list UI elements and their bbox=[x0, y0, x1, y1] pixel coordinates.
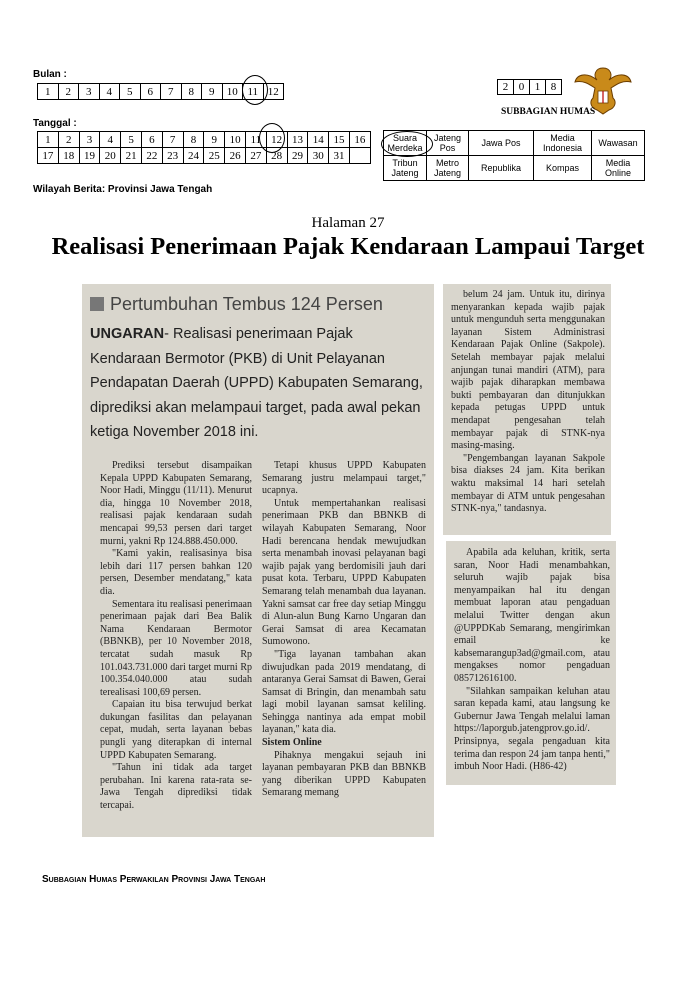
grid-cell: 16 bbox=[349, 132, 370, 148]
grid-cell: 21 bbox=[121, 148, 142, 164]
wilayah-berita: Wilayah Berita: Provinsi Jawa Tengah bbox=[33, 184, 213, 195]
paragraph: Tetapi khusus UPPD Kabupaten Semarang justru melampaui target," ucapnya. bbox=[262, 460, 426, 497]
grid-cell: Media Indonesia bbox=[534, 131, 592, 156]
grid-cell bbox=[349, 148, 370, 164]
paragraph: Sementara itu realisasi penerimaan penerimaan pajak dari Bea Balik Nama Kendaraan Bermotor (BBNKB), per 10 November 2018, tercatat sudah masuk Rp 101.043.731.000 dari target murni Rp 100.354.040.000 atau sudah terealisasi 100,69 persen. bbox=[100, 598, 252, 698]
paragraph: Untuk mempertahankan realisasi penerimaan PKB dan BBNKB di wilayah Kabupaten Semarang, Noor Hadi berencana hendak mewujudkan serta menambah inovasi pelayanan bagi wajib pajak yang berdomisili jauh dari pusat kota. Terbaru, UPPD Kabupaten Semarang telah menambah dua layanan. Yakni samsat car free day setiap Minggu di Alun-alun Bung Karno Ungaran dan Gerai Samsat di area Kecamatan Sumowono. bbox=[262, 497, 426, 648]
subhead-square-icon bbox=[90, 297, 104, 311]
tanggal-label: Tanggal : bbox=[33, 118, 77, 129]
grid-cell: 20 bbox=[100, 148, 121, 164]
article-column-3a bbox=[451, 289, 605, 516]
tanggal-selection-circle bbox=[259, 123, 285, 153]
grid-cell: 5 bbox=[121, 132, 142, 148]
grid-cell: 29 bbox=[287, 148, 308, 164]
grid-cell: 8 bbox=[546, 80, 562, 95]
grid-cell: 12 bbox=[263, 84, 284, 100]
paragraph: Apabila ada keluhan, kritik, serta saran, Noor Hadi menambahkan, seluruh wajib pajak bisa menyampaikan hal itu dengan membuat laporan atau pengaduan melalui Twitter dengan akun @UPPDKab Semarang, mengirimkan email ke kabsemarangup3ad@gmail.com, atau mengakses nomor pengaduan 085712616100. bbox=[454, 547, 610, 684]
media-selection-circle bbox=[381, 131, 433, 157]
paragraph: Prediksi tersebut disampaikan Kepala UPPD Kabupaten Semarang, Noor Hadi, Minggu (11/11). Menurut dia, hingga 10 November 2018, realisasi pajak kendaraan sudah mencapai 99,53 persen dari target murni, yakni Rp 124.888.450.000. bbox=[100, 460, 252, 547]
grid-cell: 18 bbox=[58, 148, 79, 164]
paragraph: "Tiga layanan tambahan akan diwujudkan pada 2019 mendatang, di antaranya Gerai Samsat di Bawen, Gerai Samsat di Bringin, dan menambah satu lagi mobil layanan samsat keliling. Sehingga nantinya ada empat mobil layanan," kata dia. bbox=[262, 648, 426, 736]
grid-cell: 22 bbox=[141, 148, 162, 164]
grid-cell: Suara Merdeka bbox=[384, 131, 427, 156]
grid-cell: Republika bbox=[469, 156, 534, 181]
paragraph: Capaian itu bisa terwujud berkat dukungan fasilitas dan pelayanan cepat, mudah, serta layanan bebas pungli yang diterapkan di internal UPPD Kabupaten Semarang. bbox=[100, 699, 252, 761]
grid-cell: 19 bbox=[79, 148, 100, 164]
grid-cell: 31 bbox=[329, 148, 350, 164]
grid-cell: 4 bbox=[99, 84, 120, 100]
grid-cell: 30 bbox=[308, 148, 329, 164]
headline: Realisasi Penerimaan Pajak Kendaraan Lampaui Target bbox=[51, 233, 645, 260]
grid-cell: Jawa Pos bbox=[469, 131, 534, 156]
grid-cell: 7 bbox=[161, 84, 182, 100]
page-number: Halaman 27 bbox=[311, 215, 385, 231]
grid-cell: 25 bbox=[204, 148, 225, 164]
grid-cell: 26 bbox=[225, 148, 246, 164]
grid-cell: 4 bbox=[100, 132, 121, 148]
article-column-3b bbox=[454, 547, 610, 774]
grid-cell: 3 bbox=[79, 132, 100, 148]
paragraph: "Tahun ini tidak ada target perubahan. Ini karena rata-rata se-Jawa Tengah diprediksi tidak tercapai. bbox=[100, 762, 252, 812]
grid-cell: Jateng Pos bbox=[427, 131, 469, 156]
lead-text: - Realisasi penerimaan Pajak Kendaraan Bermotor (PKB) di Unit Pelayanan Pendapatan Daerah (UPPD) Kabupaten Semarang, diprediksi akan melampaui target, pada awal pekan ketiga November 2018 ini. bbox=[90, 326, 423, 440]
grid-cell: 12 bbox=[266, 132, 287, 148]
subbagian-humas-label: SUBBAGIAN HUMAS bbox=[501, 107, 596, 117]
grid-cell: 23 bbox=[162, 148, 183, 164]
paragraph: "Silahkan sampaikan keluhan atau saran kepada kami, atau langsung ke Gubernur Jawa Tengah melalui laman https://laporgub.jatengprov.go.id/. Prinsipnya, segala pengaduan kita terima dan respon 24 jam tanpa henti," imbuh Noor Hadi. (H86-42) bbox=[454, 685, 610, 773]
grid-cell: 11 bbox=[243, 84, 264, 100]
grid-cell: Media Online bbox=[592, 156, 645, 181]
grid-cell: 13 bbox=[287, 132, 308, 148]
article-column-2 bbox=[262, 460, 426, 800]
grid-cell: 5 bbox=[120, 84, 141, 100]
clipping-subhead bbox=[90, 294, 383, 315]
article-column-1 bbox=[100, 460, 252, 813]
section-heading-sistem-online: Sistem Online bbox=[262, 737, 322, 749]
grid-cell: 14 bbox=[308, 132, 329, 148]
grid-cell: Kompas bbox=[534, 156, 592, 181]
footer-office: Subbagian Humas Perwakilan Provinsi Jawa Tengah bbox=[42, 874, 266, 885]
news-clipping-right-bottom bbox=[446, 541, 616, 785]
news-clipping-main bbox=[82, 284, 434, 837]
grid-cell: 2 bbox=[58, 132, 79, 148]
paragraph: Pihaknya mengakui sejauh ini layanan pembayaran PKB dan BBNKB yang diberikan UPPD Kabupaten Semarang memang bbox=[262, 749, 426, 799]
paragraph: "Pengembangan layanan Sakpole bisa diakses 24 jam. Kita berikan waktu maksimal 14 hari setelah membayar di ATM untuk pengesahan STNK-nya," tandasnya. bbox=[451, 452, 605, 515]
grid-cell: 2 bbox=[58, 84, 79, 100]
clipping-subhead-text: Pertumbuhan Tembus 124 Persen bbox=[110, 294, 383, 314]
paragraph: "Kami yakin, realisasinya bisa lebih dari 117 persen bahkan 120 persen, Desember mendatang," kata dia. bbox=[100, 548, 252, 597]
grid-cell: 7 bbox=[162, 132, 183, 148]
grid-cell: Metro Jateng bbox=[427, 156, 469, 181]
grid-cell: 2 bbox=[498, 80, 514, 95]
grid-cell: 27 bbox=[245, 148, 266, 164]
paragraph: belum 24 jam. Untuk itu, dirinya menyarankan kepada wajib pajak untuk mengunduh serta menggunakan layanan Sistem Administrasi Kendaraan Pajak Online (Sakpole). Setelah membayar pajak melalui anjungan tunai mandiri (ATM), para wajib pajak diharapkan membawa bukti pembayaran dan ditunjukkan kepada petugas UPPD untuk mendapat pengesahan telah membayar pajak di STNK-nya masing-masing. bbox=[451, 289, 605, 452]
year-box bbox=[497, 79, 562, 95]
grid-cell: 8 bbox=[183, 132, 204, 148]
grid-cell: 9 bbox=[202, 84, 223, 100]
lead-dateline: UNGARAN bbox=[90, 326, 165, 342]
grid-cell: 24 bbox=[183, 148, 204, 164]
grid-cell: 1 bbox=[38, 132, 59, 148]
grid-cell: 11 bbox=[245, 132, 266, 148]
grid-cell: 1 bbox=[530, 80, 546, 95]
grid-cell: Wawasan bbox=[592, 131, 645, 156]
grid-cell: 8 bbox=[181, 84, 202, 100]
grid-cell: 9 bbox=[204, 132, 225, 148]
grid-cell: 0 bbox=[514, 80, 530, 95]
grid-cell: Tribun Jateng bbox=[384, 156, 427, 181]
tanggal-grid bbox=[37, 131, 371, 164]
clipping-lead bbox=[90, 322, 426, 445]
grid-cell: 17 bbox=[38, 148, 59, 164]
grid-cell: 10 bbox=[225, 132, 246, 148]
bulan-label: Bulan : bbox=[33, 69, 67, 80]
grid-cell: 6 bbox=[140, 84, 161, 100]
grid-cell: 3 bbox=[79, 84, 100, 100]
grid-cell: 15 bbox=[329, 132, 350, 148]
bulan-selection-circle bbox=[242, 75, 268, 105]
grid-cell: 10 bbox=[222, 84, 243, 100]
grid-cell: 1 bbox=[38, 84, 59, 100]
news-clipping-right-top bbox=[443, 284, 611, 535]
grid-cell: 6 bbox=[141, 132, 162, 148]
grid-cell: 28 bbox=[266, 148, 287, 164]
